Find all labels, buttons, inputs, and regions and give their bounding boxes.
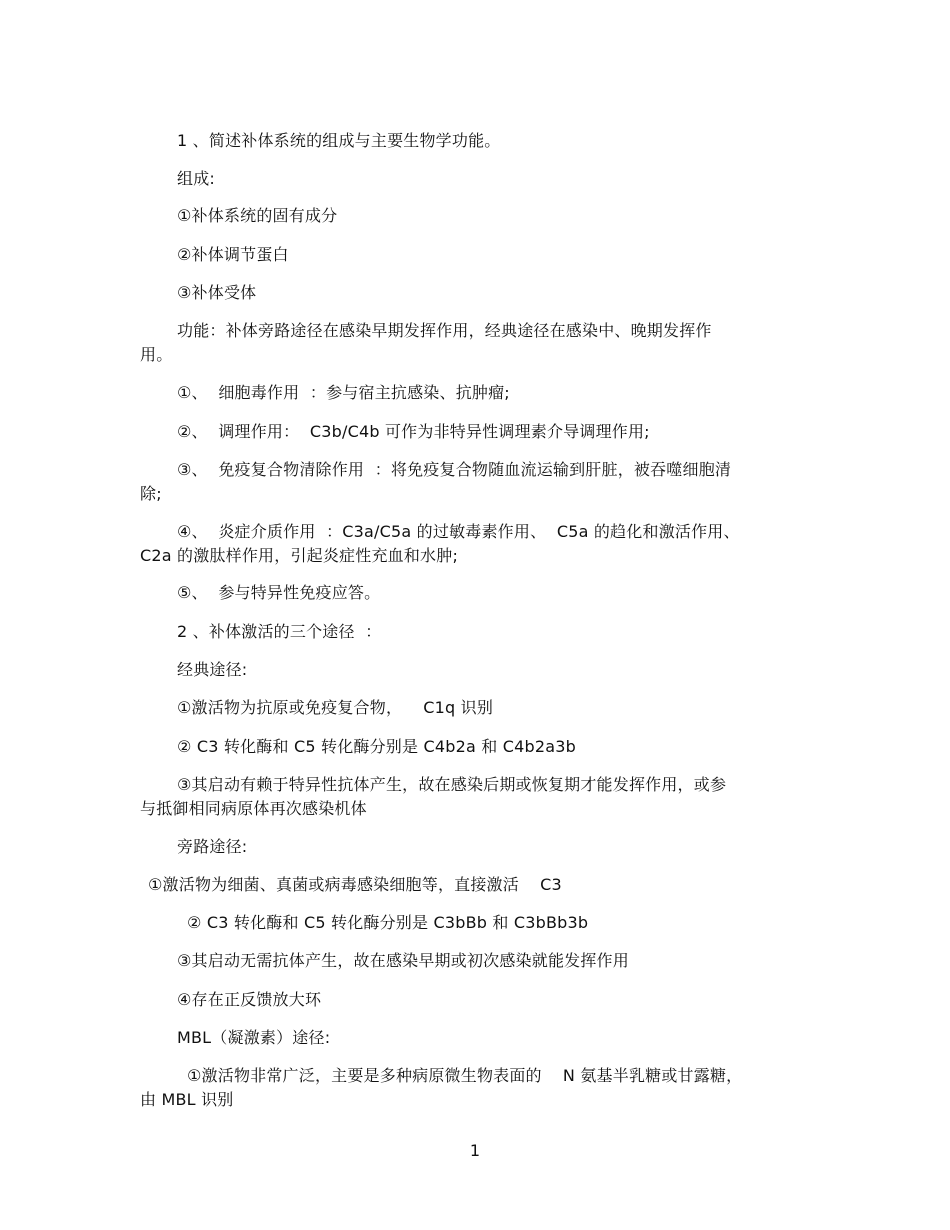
function-item-3: ③、 免疫复合物清除作用 ：将免疫复合物随血流运输到肝脏，被吞噬细胞清 [177, 460, 732, 479]
composition-label: 组成: [177, 169, 215, 188]
question-2-heading: 2 、补体激活的三个途径 ： [177, 622, 382, 641]
composition-item-1: ①补体系统的固有成分 [177, 206, 338, 225]
alternative-item-2: ② C3 转化酶和 C5 转化酶分别是 C3bBb 和 C3bBb3b [187, 913, 589, 932]
question-1-heading: 1 、简述补体系统的组成与主要生物学功能。 [177, 131, 501, 150]
classical-item-1: ①激活物为抗原或免疫复合物， C1q 识别 [177, 698, 494, 717]
alternative-item-3: ③其启动无需抗体产生，故在感染早期或初次感染就能发挥作用 [177, 951, 629, 970]
classical-item-3: ③其启动有赖于特异性抗体产生，故在感染后期或恢复期才能发挥作用，或参 [177, 775, 727, 794]
alternative-pathway-label: 旁路途径: [177, 837, 248, 856]
mbl-item-1-continued: 由 MBL 识别 [140, 1090, 234, 1109]
function-item-1: ①、 细胞毒作用 ：参与宿主抗感染、抗肿瘤; [177, 383, 510, 402]
classical-item-2: ② C3 转化酶和 C5 转化酶分别是 C4b2a 和 C4b2a3b [177, 737, 576, 756]
function-item-2: ②、 调理作用： C3b/C4b 可作为非特异性调理素介导调理作用; [177, 422, 650, 441]
function-paragraph: 功能：补体旁路途径在感染早期发挥作用，经典途径在感染中、晚期发挥作 [177, 321, 712, 340]
function-item-3-continued: 除; [140, 484, 162, 503]
alternative-item-4: ④存在正反馈放大环 [177, 990, 322, 1009]
function-item-4: ④、 炎症介质作用 ：C3a/C5a 的过敏毒素作用、 C5a 的趋化和激活作用、 [177, 522, 740, 541]
function-paragraph-continued: 用。 [140, 345, 173, 364]
function-item-4-continued: C2a 的激肽样作用，引起炎症性充血和水肿; [140, 546, 459, 565]
classical-item-3-continued: 与抵御相同病原体再次感染机体 [140, 799, 367, 818]
composition-item-2: ②补体调节蛋白 [177, 245, 289, 264]
alternative-item-1: ①激活物为细菌、真菌或病毒感染细胞等，直接激活 C3 [148, 875, 562, 894]
page-number: 1 [469, 1141, 481, 1160]
mbl-pathway-label: MBL（凝激素）途径: [177, 1028, 331, 1047]
composition-item-3: ③补体受体 [177, 283, 257, 302]
classical-pathway-label: 经典途径: [177, 660, 248, 679]
mbl-item-1: ①激活物非常广泛，主要是多种病原微生物表面的 N 氨基半乳糖或甘露糖， [187, 1066, 743, 1085]
function-item-5: ⑤、 参与特异性免疫应答。 [177, 583, 381, 602]
